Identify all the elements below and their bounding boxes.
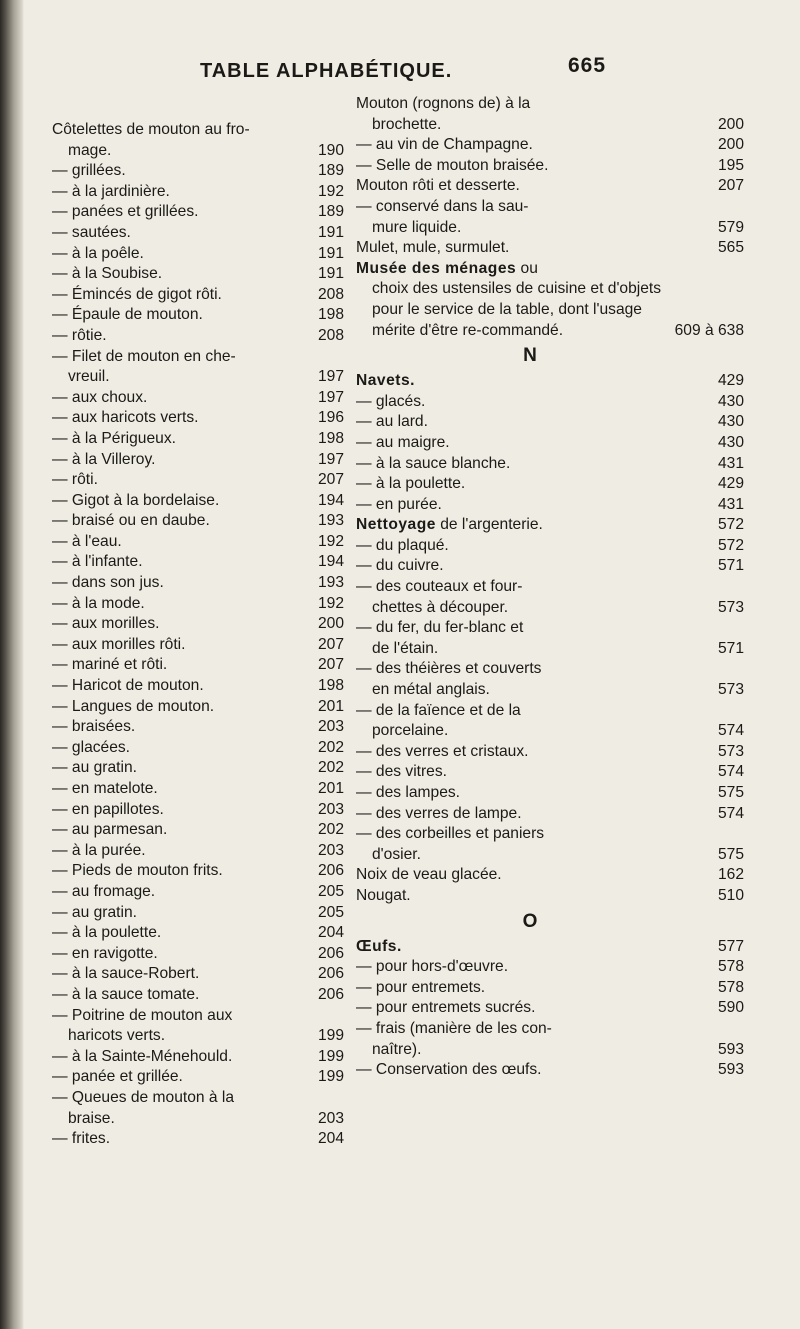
entry-text: — au gratin. xyxy=(52,903,137,921)
entry-page-number: 199 xyxy=(317,1047,344,1065)
index-entry xyxy=(356,998,744,1019)
entry-page-number: 192 xyxy=(317,532,344,550)
index-entry xyxy=(52,305,344,326)
entry-text: — des théières et couverts xyxy=(356,660,542,678)
index-entry xyxy=(52,347,344,388)
entry-text: Nougat. xyxy=(356,886,411,904)
entry-heading xyxy=(356,937,744,958)
index-column-right xyxy=(356,94,744,1081)
entry-page-number: 208 xyxy=(317,326,344,344)
entry-text: — Émincés de gigot rôti. xyxy=(52,285,222,303)
entry-text: — panées et grillées. xyxy=(52,203,199,221)
index-entry xyxy=(52,861,344,882)
index-entry xyxy=(356,495,744,516)
entry-page-number: 201 xyxy=(317,697,344,715)
entry-continuation: naître). xyxy=(372,1040,422,1058)
entry-text: — pour entremets. xyxy=(356,978,486,996)
entry-text: — à la Soubise. xyxy=(52,265,163,283)
entry-text: — aux morilles rôti. xyxy=(52,635,186,653)
entry-text: — à la poêle. xyxy=(52,244,144,262)
entry-page-number: 429 xyxy=(717,372,744,390)
index-entry xyxy=(52,264,344,285)
entry-page-number: 574 xyxy=(717,722,744,740)
entry-rest: ou xyxy=(516,259,538,277)
entry-continuation: en métal anglais. xyxy=(372,681,490,699)
entry-text: — au maigre. xyxy=(356,433,450,451)
entry-page-number: 197 xyxy=(317,450,344,468)
entry-text: — rôtie. xyxy=(52,326,107,344)
entry-page-number: 199 xyxy=(317,1068,344,1086)
entry-page-number: 202 xyxy=(317,738,344,756)
entry-page-number: 574 xyxy=(717,763,744,781)
entry-page-number: 199 xyxy=(317,1027,344,1045)
entry-text: — en matelote. xyxy=(52,780,158,797)
entry-continuation: braise. xyxy=(68,1109,115,1127)
entry-page-number: 571 xyxy=(717,557,744,575)
entry-text: — en ravigotte. xyxy=(52,944,158,962)
entry-text: — glacés. xyxy=(356,392,426,410)
index-entry xyxy=(52,841,344,862)
entry-text: — des verres de lampe. xyxy=(356,804,522,822)
index-entry xyxy=(356,618,744,659)
entry-text: — au gratin. xyxy=(52,759,137,777)
entry-text: — des vitres. xyxy=(356,763,447,781)
entry-text: — frais (manière de les con- xyxy=(356,1019,552,1037)
entry-text: — de la faïence et de la xyxy=(356,701,521,719)
entry-page-number: 193 xyxy=(317,574,344,592)
entry-text: — à la Sainte-Ménehould. xyxy=(52,1047,233,1065)
entry-page-number: 189 xyxy=(317,203,344,221)
entry-page-number: 196 xyxy=(317,409,344,427)
index-entry xyxy=(356,197,744,238)
entry-text: — à la poulette. xyxy=(52,924,162,942)
index-entry xyxy=(52,964,344,985)
index-entry xyxy=(356,886,744,907)
entry-keyword: Musée des ménages xyxy=(356,259,517,277)
entry-text: — du plaqué. xyxy=(356,536,449,554)
index-entry xyxy=(52,738,344,759)
index-entry xyxy=(52,491,344,512)
index-entry xyxy=(356,156,744,177)
index-entry xyxy=(52,470,344,491)
entry-heading xyxy=(356,371,744,392)
index-entry xyxy=(356,474,744,495)
entry-text: — au vin de Champagne. xyxy=(356,136,533,154)
index-entry xyxy=(356,259,744,341)
index-entry xyxy=(52,388,344,409)
index-entry xyxy=(52,800,344,821)
entry-page-number: 578 xyxy=(717,978,744,996)
entry-page-number: 593 xyxy=(717,1061,744,1079)
entry-page-number: 593 xyxy=(717,1040,744,1058)
entry-text: — aux choux. xyxy=(52,388,148,406)
entry-continuation: haricots verts. xyxy=(68,1027,166,1045)
index-entry xyxy=(356,371,744,392)
entry-page-number: 204 xyxy=(317,924,344,942)
index-entry xyxy=(356,176,744,197)
index-entry xyxy=(356,783,744,804)
entry-rest: de l'argenterie. xyxy=(435,516,543,534)
entry-page-number: 203 xyxy=(317,841,344,859)
index-entry xyxy=(356,94,744,135)
entry-text: — Épaule de mouton. xyxy=(52,306,203,324)
index-entry xyxy=(356,515,744,536)
entry-text: Mouton rôti et desserte. xyxy=(356,177,520,195)
index-entry xyxy=(52,182,344,203)
entry-page-number: 200 xyxy=(317,615,344,633)
index-entry xyxy=(356,762,744,783)
entry-page-number: 578 xyxy=(717,958,744,976)
entry-page-number: 162 xyxy=(717,866,744,884)
entry-text: — à la poulette. xyxy=(356,475,466,493)
entry-page-number: 202 xyxy=(317,821,344,839)
entry-page-number: 207 xyxy=(317,635,344,653)
index-entry xyxy=(52,779,344,800)
index-entry xyxy=(52,120,344,161)
index-entry xyxy=(356,742,744,763)
index-entry xyxy=(52,573,344,594)
entry-text: — du cuivre. xyxy=(356,557,444,575)
entry-page-number: 609 à 638 xyxy=(674,321,744,339)
entry-page-number: 191 xyxy=(317,244,344,262)
entry-page-number: 430 xyxy=(717,413,744,431)
entry-page-number: 207 xyxy=(317,471,344,489)
entry-text: — en papillotes. xyxy=(52,800,164,818)
entry-page-number: 201 xyxy=(317,780,344,797)
entry-keyword: Navets. xyxy=(356,372,415,390)
entry-continuation: choix des ustensiles de cuisine et d'objets pour le service de la table, dont l'usage mérite d'être re-commandé. xyxy=(372,280,662,339)
entry-text: — aux morilles. xyxy=(52,615,160,633)
index-entry xyxy=(356,957,744,978)
index-entry xyxy=(52,1067,344,1088)
section-letter-n: N xyxy=(523,345,537,367)
index-entry xyxy=(356,978,744,999)
entry-page-number: 205 xyxy=(317,903,344,921)
entry-page-number: 207 xyxy=(317,656,344,674)
index-entry xyxy=(52,903,344,924)
index-entry xyxy=(52,594,344,615)
entry-page-number: 191 xyxy=(317,223,344,241)
entry-page-number: 206 xyxy=(317,862,344,880)
entry-heading xyxy=(356,515,744,536)
entry-text: — à la sauce blanche. xyxy=(356,454,511,472)
entry-text: — rôti. xyxy=(52,471,98,489)
entry-page-number: 204 xyxy=(317,1130,344,1148)
index-entry xyxy=(52,676,344,697)
entry-text: — à la mode. xyxy=(52,594,145,612)
entry-page-number: 194 xyxy=(317,491,344,509)
entry-text: — au lard. xyxy=(356,413,428,431)
entry-continuation: mure liquide. xyxy=(372,218,462,236)
entry-text: — aux haricots verts. xyxy=(52,409,199,427)
index-entry xyxy=(356,433,744,454)
index-entry xyxy=(52,408,344,429)
entry-text: — sautées. xyxy=(52,223,131,241)
entry-page-number: 573 xyxy=(717,598,744,616)
index-entry xyxy=(356,804,744,825)
entry-text: — des couteaux et four- xyxy=(356,578,523,596)
entry-text: — braisé ou en daube. xyxy=(52,512,210,530)
entry-page-number: 194 xyxy=(317,553,344,571)
entry-text: — du fer, du fer-blanc et xyxy=(356,619,524,637)
entry-text: — mariné et rôti. xyxy=(52,656,168,674)
index-entry xyxy=(52,944,344,965)
index-entry xyxy=(52,655,344,676)
entry-page-number: 208 xyxy=(317,285,344,303)
index-entry xyxy=(52,161,344,182)
entry-page-number: 575 xyxy=(717,845,744,863)
entry-text: — à la Villeroy. xyxy=(52,450,156,468)
entry-page-number: 572 xyxy=(717,516,744,534)
entry-text: — braisées. xyxy=(52,718,136,736)
index-entry xyxy=(356,659,744,700)
entry-text: — grillées. xyxy=(52,162,126,180)
index-entry xyxy=(52,511,344,532)
entry-page-number: 200 xyxy=(717,115,744,133)
index-entry xyxy=(356,937,744,958)
entry-page-number: 198 xyxy=(317,429,344,447)
entry-text: — conservé dans la sau- xyxy=(356,197,529,215)
index-entry xyxy=(52,1006,344,1047)
entry-text: — au parmesan. xyxy=(52,821,168,839)
entry-text: Mouton (rognons de) à la xyxy=(356,95,531,112)
entry-page-number: 429 xyxy=(717,475,744,493)
entry-page-number: 572 xyxy=(717,536,744,554)
entry-text: — dans son jus. xyxy=(52,574,164,592)
index-column-left xyxy=(52,120,344,1150)
index-entry xyxy=(52,223,344,244)
index-entry xyxy=(52,882,344,903)
index-entry xyxy=(52,820,344,841)
index-entry xyxy=(52,450,344,471)
index-entry xyxy=(52,1088,344,1129)
index-entry xyxy=(356,536,744,557)
entry-text: — des lampes. xyxy=(356,784,461,801)
entry-page-number: 192 xyxy=(317,594,344,612)
entry-page-number: 571 xyxy=(717,639,744,657)
index-entry xyxy=(356,454,744,475)
entry-text: — à la purée. xyxy=(52,841,146,859)
page-number: 665 xyxy=(568,54,607,77)
index-entry xyxy=(52,697,344,718)
index-entry xyxy=(52,285,344,306)
entry-page-number: 573 xyxy=(717,681,744,699)
entry-page-number: 590 xyxy=(717,999,744,1017)
entry-text: — à l'eau. xyxy=(52,532,122,550)
index-entry xyxy=(52,1129,344,1150)
index-entry xyxy=(52,614,344,635)
entry-continuation: mage. xyxy=(68,141,112,159)
entry-keyword: Œufs. xyxy=(356,937,402,955)
index-entry xyxy=(52,532,344,553)
entry-text: — à la Périgueux. xyxy=(52,429,176,447)
entry-text: — en purée. xyxy=(356,495,442,513)
entry-continuation: brochette. xyxy=(372,115,442,133)
entry-page-number: 574 xyxy=(717,804,744,822)
entry-page-number: 189 xyxy=(317,162,344,180)
entry-text: Noix de veau glacée. xyxy=(356,866,502,884)
entry-text: Mulet, mule, surmulet. xyxy=(356,239,510,257)
entry-continuation: vreuil. xyxy=(68,368,110,386)
entry-page-number: 202 xyxy=(317,759,344,777)
entry-page-number: 510 xyxy=(717,886,744,904)
index-entry xyxy=(356,238,744,259)
entry-text: — pour entremets sucrés. xyxy=(356,999,536,1017)
entry-page-number: 195 xyxy=(717,156,744,174)
entry-text: — Gigot à la bordelaise. xyxy=(52,491,220,509)
entry-page-number: 203 xyxy=(317,718,344,736)
index-entry xyxy=(356,701,744,742)
index-entry xyxy=(52,1047,344,1068)
index-entry xyxy=(356,824,744,865)
entry-page-number: 206 xyxy=(317,985,344,1003)
entry-page-number: 207 xyxy=(717,177,744,195)
entry-text: — Conservation des œufs. xyxy=(356,1061,542,1079)
entry-page-number: 200 xyxy=(717,136,744,154)
index-entry xyxy=(356,1060,744,1081)
entry-continuation: porcelaine. xyxy=(372,722,449,740)
entry-text: — Poitrine de mouton aux xyxy=(52,1006,233,1024)
index-entry xyxy=(356,392,744,413)
entry-text: — glacées. xyxy=(52,738,131,756)
entry-text: Côtelettes de mouton au fro- xyxy=(52,121,250,138)
entry-text: — Haricot de mouton. xyxy=(52,677,204,695)
entry-continuation: de l'étain. xyxy=(372,639,439,657)
index-entry xyxy=(52,202,344,223)
entry-page-number: 577 xyxy=(717,937,744,955)
index-entry xyxy=(52,429,344,450)
entry-continuation: d'osier. xyxy=(372,845,421,863)
entry-page-number: 579 xyxy=(717,218,744,236)
index-entry xyxy=(52,717,344,738)
book-binding-shadow xyxy=(0,0,24,1329)
index-entry xyxy=(52,985,344,1006)
section-letter-o: O xyxy=(522,910,538,932)
entry-text: — frites. xyxy=(52,1130,111,1148)
entry-page-number: 197 xyxy=(317,388,344,406)
entry-page-number: 565 xyxy=(717,239,744,257)
entry-page-number: 205 xyxy=(317,882,344,900)
index-entry xyxy=(356,412,744,433)
entry-page-number: 203 xyxy=(317,800,344,818)
index-entry xyxy=(52,244,344,265)
entry-page-number: 198 xyxy=(317,677,344,695)
entry-text: — au fromage. xyxy=(52,882,156,900)
entry-text: — à la sauce-Robert. xyxy=(52,965,200,983)
entry-page-number: 197 xyxy=(317,368,344,386)
entry-text: — panée et grillée. xyxy=(52,1068,183,1086)
index-entry xyxy=(52,758,344,779)
entry-text: — à l'infante. xyxy=(52,553,143,571)
entry-page-number: 193 xyxy=(317,512,344,530)
entry-text: — Pieds de mouton frits. xyxy=(52,862,223,880)
entry-keyword: Nettoyage xyxy=(356,516,436,534)
entry-text: — à la sauce tomate. xyxy=(52,985,200,1003)
entry-page-number: 198 xyxy=(317,306,344,324)
index-entry xyxy=(52,326,344,347)
entry-page-number: 430 xyxy=(717,433,744,451)
entry-page-number: 206 xyxy=(317,944,344,962)
entry-page-number: 206 xyxy=(317,965,344,983)
entry-text: — Selle de mouton braisée. xyxy=(356,156,549,174)
entry-text: — à la jardinière. xyxy=(52,182,170,200)
entry-page-number: 575 xyxy=(717,784,744,801)
entry-page-number: 191 xyxy=(317,265,344,283)
entry-text: — des verres et cristaux. xyxy=(356,742,529,760)
entry-text: — pour hors-d'œuvre. xyxy=(356,958,509,976)
entry-heading xyxy=(356,259,744,280)
index-entry xyxy=(52,635,344,656)
index-entry xyxy=(356,577,744,618)
entry-page-number: 430 xyxy=(717,392,744,410)
entry-text: — des corbeilles et paniers xyxy=(356,825,545,843)
entry-text: — Queues de mouton à la xyxy=(52,1088,235,1106)
entry-page-number: 203 xyxy=(317,1109,344,1127)
entry-page-number: 431 xyxy=(717,495,744,513)
index-entry xyxy=(356,865,744,886)
index-entry xyxy=(52,923,344,944)
entry-continuation: chettes à découper. xyxy=(372,598,509,616)
index-entry xyxy=(356,135,744,156)
entry-text: — Filet de mouton en che- xyxy=(52,347,236,365)
index-entry xyxy=(52,552,344,573)
entry-page-number: 192 xyxy=(317,182,344,200)
index-entry xyxy=(356,1019,744,1060)
entry-page-number: 573 xyxy=(717,742,744,760)
header-title: TABLE ALPHABÉTIQUE. xyxy=(200,60,453,82)
entry-page-number: 431 xyxy=(717,454,744,472)
entry-text: — Langues de mouton. xyxy=(52,697,215,715)
index-entry xyxy=(356,556,744,577)
entry-page-number: 190 xyxy=(317,141,344,159)
